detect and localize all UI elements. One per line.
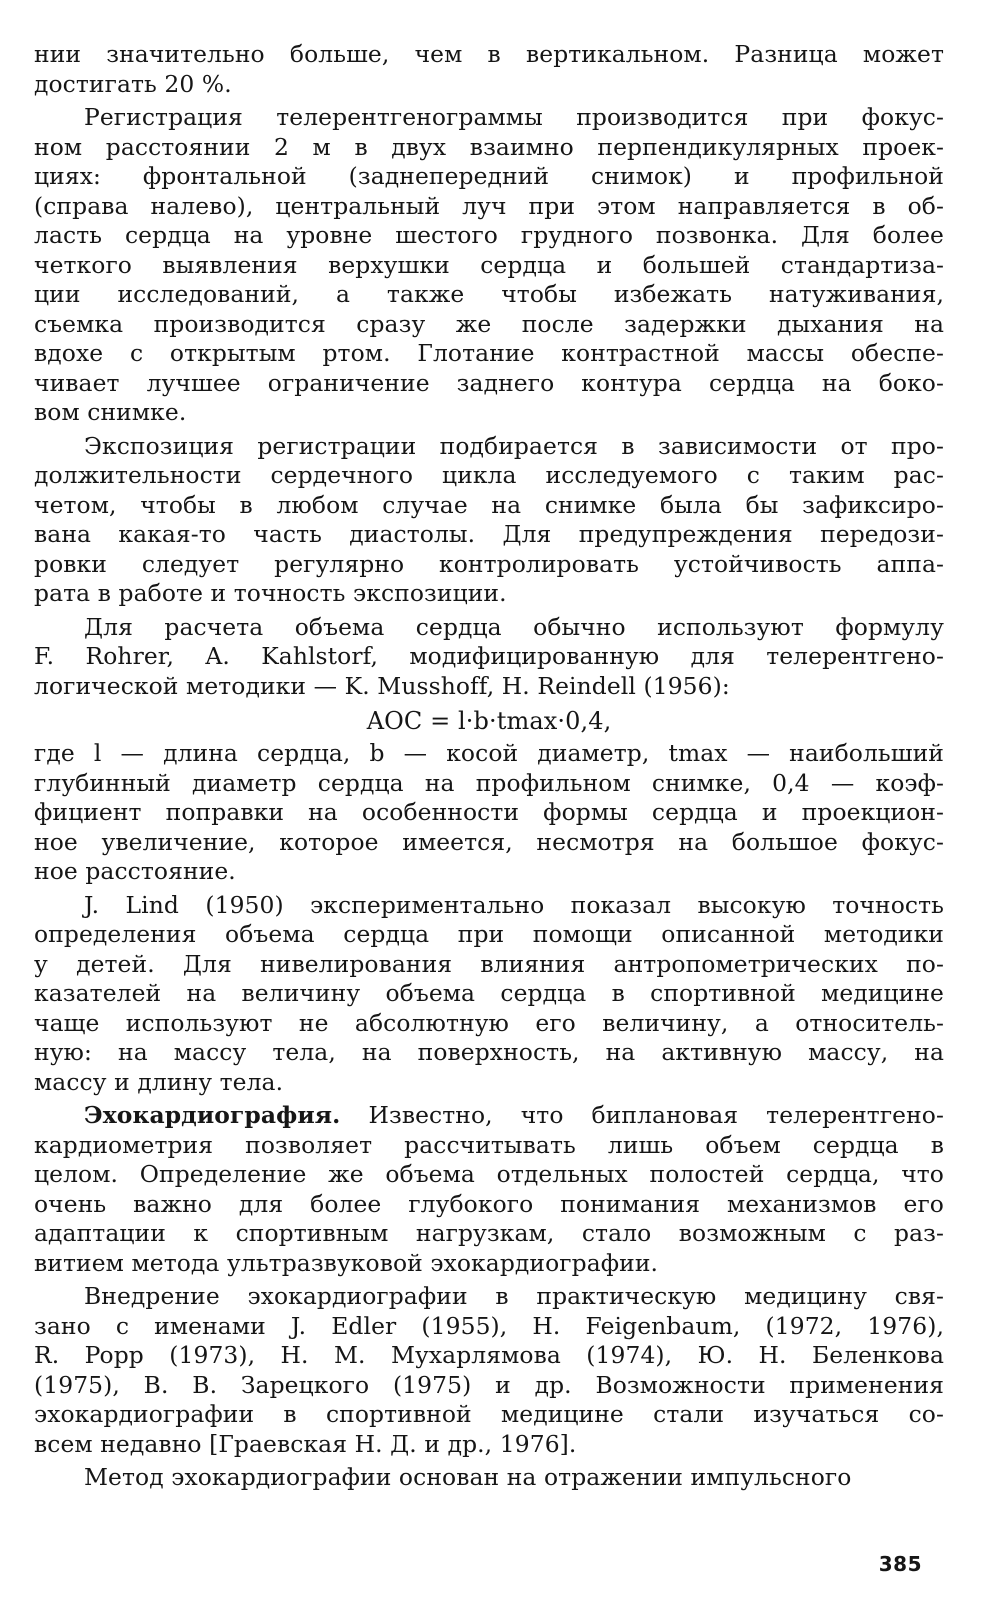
text-line: казателей на величину объема сердца в спортивной медицине [34, 979, 944, 1007]
text-line: нии значительно больше, чем в вертикальном. Разница может [34, 40, 944, 68]
text-line: ное увеличение, которое имеется, несмотря на большое фокус- [34, 827, 944, 856]
text-line: вана какая-то часть диастолы. Для предупреждения передози- [34, 520, 944, 548]
text-line: логической методики — K. Musshoff, H. Reindell (1956): [34, 671, 730, 700]
text-line: F. Rohrer, A. Kahlstorf, модифицированную для телерентгено- [34, 642, 944, 670]
document-page [34, 40, 944, 1493]
text-line: всем недавно [Граевская Н. Д. и др., 1976]. [34, 1429, 577, 1458]
text-line: ции исследований, а также чтобы избежать натуживания, [34, 280, 944, 308]
text-line: ласть сердца на уровне шестого грудного позвонка. Для более [34, 221, 944, 249]
text-line: съемка производится сразу же после задержки дыхания на [34, 309, 944, 338]
text-run: Известно, что биплановая телерентгено- [368, 1101, 944, 1129]
text-line: ную: на массу тела, на поверхность, на активную массу, на [34, 1038, 944, 1066]
text-line: Экспозиция регистрации подбирается в зависимости от про- [84, 431, 944, 460]
text-line: очень важно для более глубокого понимания механизмов его [34, 1189, 944, 1218]
text-line: Внедрение эхокардиографии в практическую медицину свя- [84, 1282, 944, 1310]
text-line: определения объема сердца при помощи описанной методики [34, 920, 944, 948]
text-line: где l — длина сердца, b — косой диаметр, tmax — наибольший [34, 739, 944, 767]
text-line: рата в работе и точность экспозиции. [34, 579, 507, 607]
page-number: 385 [878, 1552, 922, 1576]
text-line: Метод эхокардиографии основан на отражении импульсного [84, 1463, 852, 1491]
text-line: достигать 20 %. [34, 69, 232, 98]
text-line: (справа налево), центральный луч при этом направляется в об- [34, 191, 944, 220]
text-line: витием метода ультразвуковой эхокардиографии. [34, 1248, 659, 1277]
text-line: ном расстоянии 2 м в двух взаимно перпендикулярных проек- [34, 132, 944, 161]
text-line: ное расстояние. [34, 857, 236, 885]
text-line: целом. Определение же объема отдельных полостей сердца, что [34, 1160, 944, 1188]
text-line: циях: фронтальной (заднепередний снимок) и профильной [34, 162, 944, 190]
text-line: глубинный диаметр сердца на профильном снимке, 0,4 — коэф- [34, 768, 944, 797]
section-heading: Эхокардиография. [84, 1101, 341, 1129]
text-line: J. Lind (1950) экспериментально показал высокую точность [84, 890, 944, 919]
text-line: четкого выявления верхушки сердца и большей стандартиза- [34, 250, 944, 279]
text-line: кардиометрия позволяет рассчитывать лишь объем сердца в [34, 1130, 944, 1159]
text-line: Регистрация телерентгенограммы производится при фокус- [84, 103, 944, 131]
text-line: ровки следует регулярно контролировать устойчивость аппа- [34, 549, 944, 578]
text-line: чивает лучшее ограничение заднего контура сердца на боко- [34, 368, 944, 397]
text-line: должительности сердечного цикла исследуемого с таким рас- [34, 461, 944, 489]
text-line: R. Popp (1973), Н. М. Мухарлямова (1974), Ю. Н. Беленкова [34, 1341, 944, 1369]
text-line: массу и длину тела. [34, 1067, 284, 1096]
text-line: Для расчета объема сердца обычно используют формулу [84, 612, 944, 641]
text-line: вом снимке. [34, 398, 187, 426]
text-line: зано с именами J. Edler (1955), H. Feigenbaum, (1972, 1976), [34, 1311, 944, 1340]
text-line: чаще используют не абсолютную его величину, а относитель- [34, 1008, 944, 1037]
text-line: эхокардиографии в спортивной медицине стали изучаться со- [34, 1400, 944, 1428]
text-line: (1975), В. В. Зарецкого (1975) и др. Возможности применения [34, 1370, 944, 1399]
text-line [34, 1101, 944, 1131]
text-line: вдохе с открытым ртом. Глотание контрастной массы обеспе- [34, 339, 944, 367]
text-line: четом, чтобы в любом случае на снимке была бы зафиксиро- [34, 490, 944, 519]
text-line: адаптации к спортивным нагрузкам, стало возможным с раз- [34, 1219, 944, 1247]
text-line: фициент поправки на особенности формы сердца и проекцион- [34, 798, 944, 826]
text-line: у детей. Для нивелирования влияния антропометрических по- [34, 949, 944, 978]
formula: AOC = l·b·tmax·0,4, [366, 707, 612, 735]
